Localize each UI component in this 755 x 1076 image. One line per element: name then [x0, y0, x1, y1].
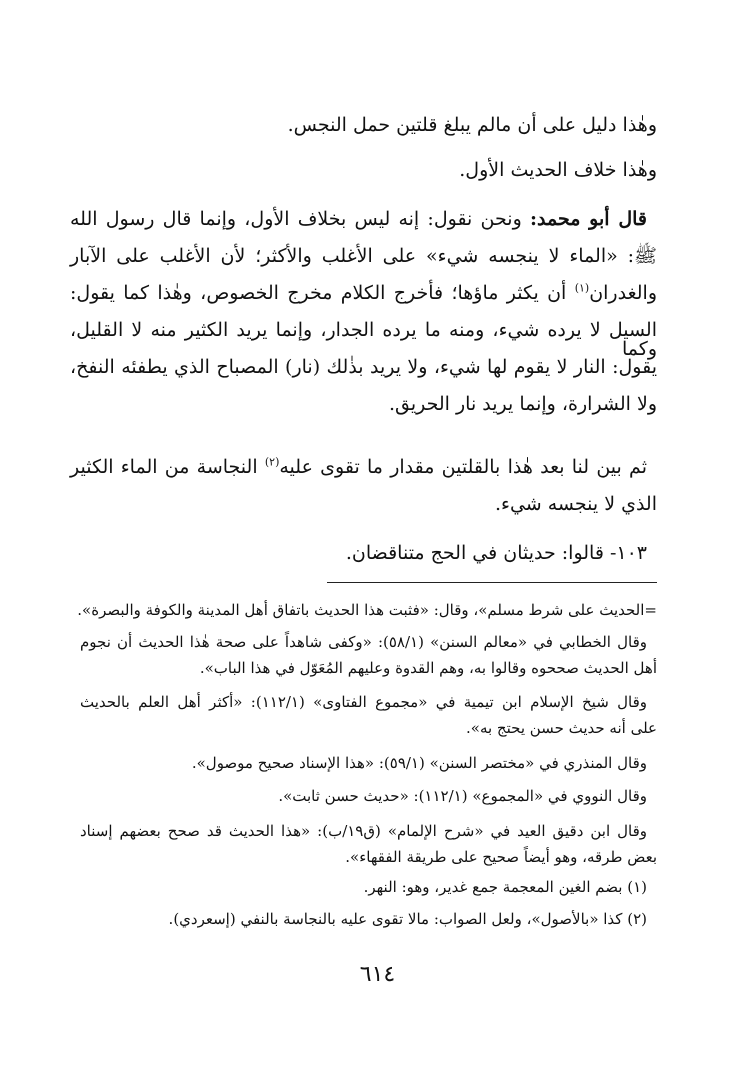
- footnote-line: =الحديث على شرط مسلم»، وقال: «فثبت هذا الحديث باتفاق أهل المدينة والكوفة والبصرة».: [77, 601, 657, 619]
- footnote-line: وقال المنذري في «مختصر السنن» (٥٩/١): «هذا الإسناد صحيح موصول».: [191, 754, 647, 772]
- paragraph-line: ﷺ: «الماء لا ينجسه شيء» على الأغلب والأكثر؛ لأن الأغلب على الآبار: [70, 245, 657, 267]
- text-run: ونحن نقول: إنه ليس بخلاف الأول، وإنما قال رسول الله: [70, 208, 522, 230]
- footnote-line: وقال النووي في «المجموع» (١١٢/١): «حديث حسن ثابت».: [278, 787, 647, 805]
- footnote-ref: (١): [574, 281, 590, 295]
- footnote-separator: [327, 582, 657, 583]
- paragraph-line: [70, 281, 657, 304]
- footnote-line: على أنه حديث حسن يحتج به».: [466, 719, 657, 737]
- section-heading: ١٠٣- قالوا: حديثان في الحج متناقضان.: [345, 542, 647, 564]
- paragraph-line: وهٰذا دليل على أن مالم يبلغ قلتين حمل النجس.: [287, 114, 657, 136]
- paragraph-line: الذي لا ينجسه شيء.: [494, 493, 657, 515]
- text-run: أن يكثر ماؤها؛ فأخرج الكلام مخرج الخصوص، وهٰذا كما يقول:: [70, 282, 567, 304]
- footnote-line: وقال الخطابي في «معالم السنن» (٥٨/١): «وكفى شاهداً على صحة هٰذا الحديث أن نجوم: [80, 633, 647, 651]
- paragraph-line: السيل لا يرده شيء، ومنه ما يرده الجدار، وإنما يريد الكثير منه لا القليل، وكما: [70, 319, 657, 360]
- paragraph-line: يقول: النار لا يقوم لها شيء، ولا يريد بذٰلك (نار) المصباح الذي يطفئه النفخ،: [70, 356, 657, 378]
- footnote-note: (١) بضم الغين المعجمة جمع غدير، وهو: النهر.: [363, 878, 647, 896]
- paragraph-line: [70, 455, 647, 478]
- footnote-line: وقال ابن دقيق العيد في «شرح الإلمام» (ق١٩/ب): «هذا الحديث قد صحح بعضهم إسناد: [80, 822, 647, 840]
- text-run: ثم بين لنا بعد هٰذا بالقلتين مقدار ما تقوى عليه: [279, 456, 647, 478]
- page-number: ٦١٤: [359, 962, 396, 987]
- footnote-ref: (٢): [264, 455, 280, 469]
- footnote-line: بعض طرقه، وهو أيضاً صحيح على طريقة الفقهاء».: [345, 848, 657, 866]
- paragraph-line: ولا الشرارة، وإنما يريد نار الحريق.: [388, 393, 657, 415]
- speaker-label: قال أبو محمد:: [529, 208, 648, 230]
- paragraph-line: وهٰذا خلاف الحديث الأول.: [459, 159, 657, 181]
- footnote-line: أهل الحديث صححوه وقالوا به، وهم القدوة وعليهم المُعَوّل في هذا الباب».: [199, 659, 657, 677]
- text-run: النجاسة من الماء الكثير: [70, 456, 258, 478]
- text-run: والغدران: [589, 282, 657, 304]
- paragraph-line: [70, 210, 647, 229]
- footnote-line: وقال شيخ الإسلام ابن تيمية في «مجموع الفتاوى» (١١٢/١): «أكثر أهل العلم بالحديث: [80, 693, 647, 711]
- footnote-note: (٢) كذا «بالأصول»، ولعل الصواب: مالا تقوى عليه بالنجاسة بالنفي (إسعردي).: [168, 910, 647, 928]
